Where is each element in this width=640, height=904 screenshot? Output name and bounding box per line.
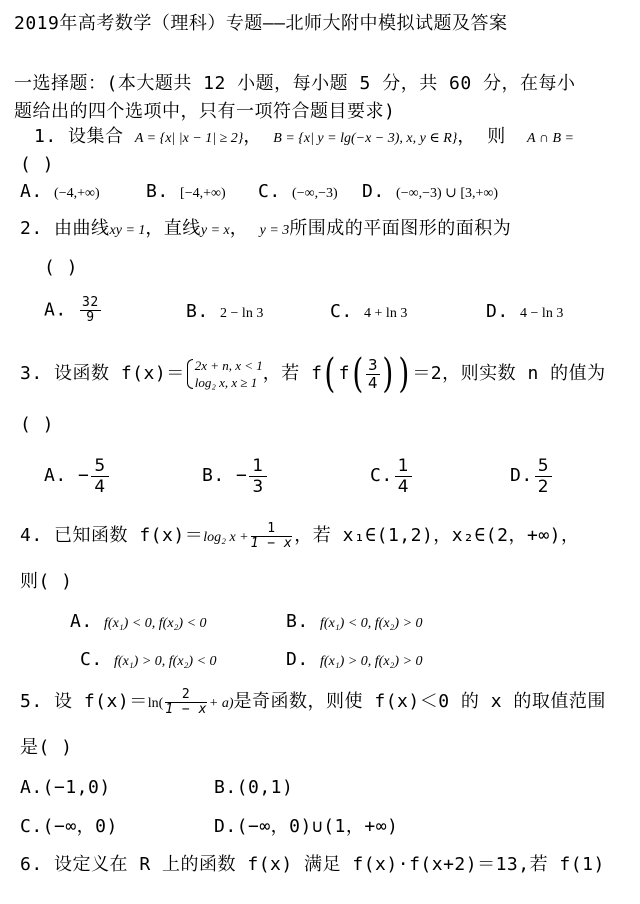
q4-option-d [286,648,423,674]
q3-option-a [44,454,111,498]
q1-then: ， 则 [457,126,506,147]
q4-text-2: ，若 x₁∈(1,2)，x₂∈(2，+∞)， [294,525,580,546]
q3-text-2: ，若 f [262,363,323,384]
q5-option-c: C.(−∞，0) [20,816,118,837]
q1-option-d-label: D. [362,181,385,202]
q2-curve: xy = 1 [109,223,146,238]
q1-answer-blank: ( ) [20,154,55,175]
q3-option-d-label: D. [510,465,533,486]
q1-comma: ， [243,126,262,147]
q3-option-b [202,454,269,498]
q5-option-d: D.(−∞，0)∪(1，+∞) [214,816,399,837]
q3-open-paren-inner: ( [352,351,364,397]
q3-fraction [366,357,380,392]
q3-case-2: log₂ x, x ≥ 1 [194,375,258,390]
q2-option-d [486,300,563,326]
q1-option-a [20,180,100,206]
q4-log: log₂ x + [203,530,249,545]
q2-option-c [330,300,407,326]
q5-ln-close: + a) [208,696,234,711]
q3-close-paren-inner: ) [382,351,394,397]
q1-option-b [146,180,226,206]
q1-option-d-value: (−∞,−3) ∪ [3,+∞) [396,186,499,201]
q5-text-1: 5. 设 f(x)＝ [20,691,148,712]
question-3 [20,350,606,398]
q3-option-c-fraction [395,456,412,497]
q3-option-d [510,454,554,498]
q2-line-1: y = x [200,223,230,238]
question-4 [20,516,580,558]
q4-text-1: 4. 已知函数 f(x)＝ [20,525,204,546]
q5-ln-open: ln( [147,696,164,711]
q5-den: 1 − x [165,701,207,717]
q2-option-d-value: 4 − ln 3 [520,306,564,321]
q2-option-b-value: 2 − ln 3 [220,306,264,321]
question-6: 6. 设定义在 R 上的函数 f(x) 满足 f(x)·f(x+2)＝13,若 f(1) [20,854,605,875]
q4-option-a-value: f(x₁) < 0, f(x₂) < 0 [104,616,207,631]
q3-option-c-num: 1 [395,456,412,477]
q3-option-a-fraction [91,456,108,497]
q4-option-b [286,610,423,636]
q3-option-b-num: 1 [249,456,266,477]
q4-option-d-value: f(x₁) > 0, f(x₂) > 0 [320,654,423,669]
q3-option-b-label: B. − [202,465,248,486]
q3-den: 4 [368,373,379,392]
q1-prefix: 1. 设集合 [34,126,124,147]
q4-option-d-label: D. [286,649,309,670]
question-5 [20,682,606,724]
q1-option-a-label: A. [20,181,43,202]
q3-option-c-label: C. [370,465,393,486]
q2-option-a-den: 9 [86,310,95,325]
q1-option-c-value: (−∞,−3) [292,186,338,201]
question-1 [34,125,574,151]
q4-option-b-value: f(x₁) < 0, f(x₂) > 0 [320,616,423,631]
q4-option-a-label: A. [70,611,93,632]
q2-option-b [186,300,263,326]
q4-option-b-label: B. [286,611,309,632]
q1-option-a-value: (−4,+∞) [54,186,100,201]
q2-text-4: 所围成的平面图形的面积为 [289,218,512,239]
q5-fraction [165,688,207,717]
q3-option-d-num: 5 [535,456,552,477]
q3-answer-blank: ( ) [20,414,55,435]
q4-option-c-value: f(x₁) > 0, f(x₂) < 0 [114,654,217,669]
q3-option-a-label: A. − [44,465,90,486]
q2-option-b-label: B. [186,301,209,322]
q5-num: 2 [165,688,207,703]
q3-option-c-den: 4 [397,476,410,497]
q5-option-a: A.(−1,0) [20,777,111,798]
q1-set-b: B = {x| y = lg(−x − 3), x, y ∈ R} [273,131,458,146]
q3-num: 3 [368,355,379,374]
q4-option-c [80,648,217,674]
q2-text-3: ， [229,218,249,239]
q3-close-paren-outer: ) [398,351,410,397]
section-instructions-line1: 一选择题：(本大题共 12 小题，每小题 5 分，共 60 分，在每小 [14,73,576,94]
q4-den: 1 − x [250,535,293,551]
q2-option-a-label: A. [44,299,67,321]
q1-option-c [258,180,338,206]
q1-option-b-value: [−4,+∞) [180,186,226,201]
section-instructions-line2: 题给出的四个选项中，只有一项符合题目要求) [14,101,396,122]
q4-fraction [251,522,293,551]
q3-option-d-fraction [535,456,552,497]
q2-text-2: ，直线 [145,218,201,239]
q2-option-c-label: C. [330,301,353,322]
q3-option-b-den: 3 [252,476,264,497]
q3-case-1: 2x + n, x < 1 [194,358,263,373]
q3-option-a-num: 5 [91,456,108,477]
q3-option-b-fraction [249,456,266,497]
q1-option-d [362,180,498,206]
q3-text-1: 3. 设函数 f(x)＝ [20,363,185,384]
q2-line-2: y = 3 [259,223,290,238]
q2-option-d-label: D. [486,301,509,322]
q2-option-a-num: 32 [82,295,99,310]
q1-option-b-label: B. [146,181,169,202]
q3-option-c [370,454,414,498]
q2-text-1: 2. 由曲线 [20,218,110,239]
q3-text-3: ＝2，则实数 n 的值为 [412,363,606,384]
q5-then: 是( ) [20,737,73,758]
q2-answer-blank: ( ) [44,257,79,278]
q1-set-a: A = {x| |x − 1| ≥ 2} [134,131,244,146]
q2-option-a-fraction [80,296,101,325]
q3-option-a-den: 4 [94,476,106,497]
q3-open-paren-outer: ( [324,351,337,397]
q4-then: 则( ) [20,571,73,592]
q2-option-c-value: 4 + ln 3 [364,306,408,321]
q3-inner-f: f [338,363,350,384]
q1-ask: A ∩ B = [527,131,574,146]
q3-piecewise [185,357,263,391]
q4-option-c-label: C. [80,649,103,670]
q2-option-a [44,296,103,325]
q1-option-c-label: C. [258,181,281,202]
q5-text-2: 是奇函数，则使 f(x)＜0 的 x 的取值范围 [233,691,606,712]
q3-option-d-den: 2 [537,476,550,497]
q5-option-b: B.(0,1) [214,777,294,798]
page-title: 2019年高考数学（理科）专题——北师大附中模拟试题及答案 [14,13,508,34]
q4-num: 1 [251,522,293,537]
q4-option-a [70,610,207,636]
question-2 [20,217,511,243]
